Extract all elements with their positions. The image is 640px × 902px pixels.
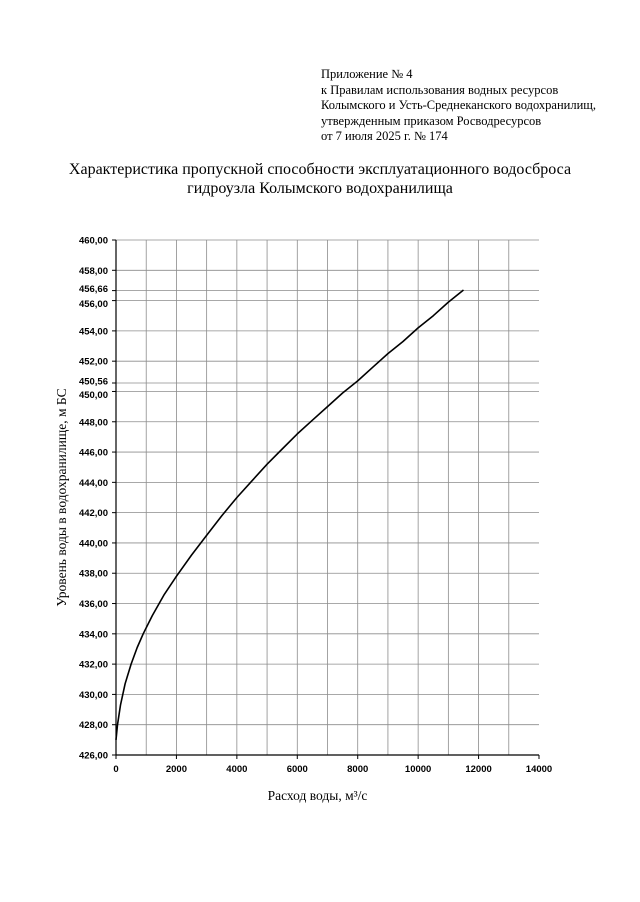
x-tick-label: 12000	[465, 764, 492, 775]
chart-title-line: Характеристика пропускной способности эксплуатационного водосброса	[68, 161, 572, 178]
appendix-ref-line: Колымского и Усть-Среднеканского водохранилищ,	[321, 98, 597, 112]
y-tick-label: 454,00	[78, 326, 108, 338]
y-tick-label: 436,00	[78, 599, 108, 611]
y-tick-label: 452,00	[78, 356, 108, 368]
grid-layer	[116, 240, 539, 755]
x-tick-label: 10000	[404, 764, 432, 775]
series-line	[116, 290, 464, 740]
y-tick-label: 438,00	[78, 568, 108, 580]
y-tick-label: 434,00	[78, 629, 108, 641]
x-tick-labels	[113, 764, 552, 775]
y-tick-label: 442,00	[78, 508, 108, 520]
x-tick-label: 6000	[286, 764, 308, 775]
x-tick-label: 8000	[347, 764, 369, 775]
y-tick-label: 446,00	[78, 447, 108, 459]
y-tick-label: 456,00	[78, 299, 108, 311]
appendix-number: Приложение № 4	[321, 67, 413, 81]
appendix-ref-line: утвержденным приказом Росводресурсов	[321, 113, 542, 128]
y-tick-label: 426,00	[78, 750, 108, 762]
y-axis-label: Уровень воды в водохранилище, м БС	[54, 388, 69, 607]
appendix-ref-line: к Правилам использования водных ресурсов	[321, 82, 559, 97]
x-tick-label: 0	[113, 764, 119, 775]
y-tick-label: 450,56	[78, 376, 108, 388]
chart-title-line: гидроузла Колымского водохранилища	[187, 180, 453, 197]
y-tick-label: 444,00	[78, 477, 108, 489]
y-tick-label: 440,00	[78, 538, 108, 550]
y-tick-label: 430,00	[78, 689, 108, 701]
appendix-date-line: от 7 июля 2025 г. № 174	[321, 129, 448, 143]
series-layer	[116, 290, 464, 740]
y-tick-label: 428,00	[78, 720, 108, 732]
x-tick-label: 4000	[226, 764, 248, 775]
y-tick-labels	[79, 236, 108, 762]
x-axis-label: Расход воды, м³/с	[267, 788, 368, 803]
y-tick-label: 448,00	[78, 417, 108, 429]
x-tick-label: 14000	[525, 764, 553, 775]
x-tick-label: 2000	[165, 764, 187, 775]
y-tick-label: 456,66	[78, 284, 108, 296]
y-tick-label: 458,00	[78, 265, 108, 277]
y-tick-label: 460,00	[78, 235, 108, 247]
y-tick-label: 432,00	[78, 659, 108, 671]
y-tick-label: 450,00	[78, 389, 108, 401]
